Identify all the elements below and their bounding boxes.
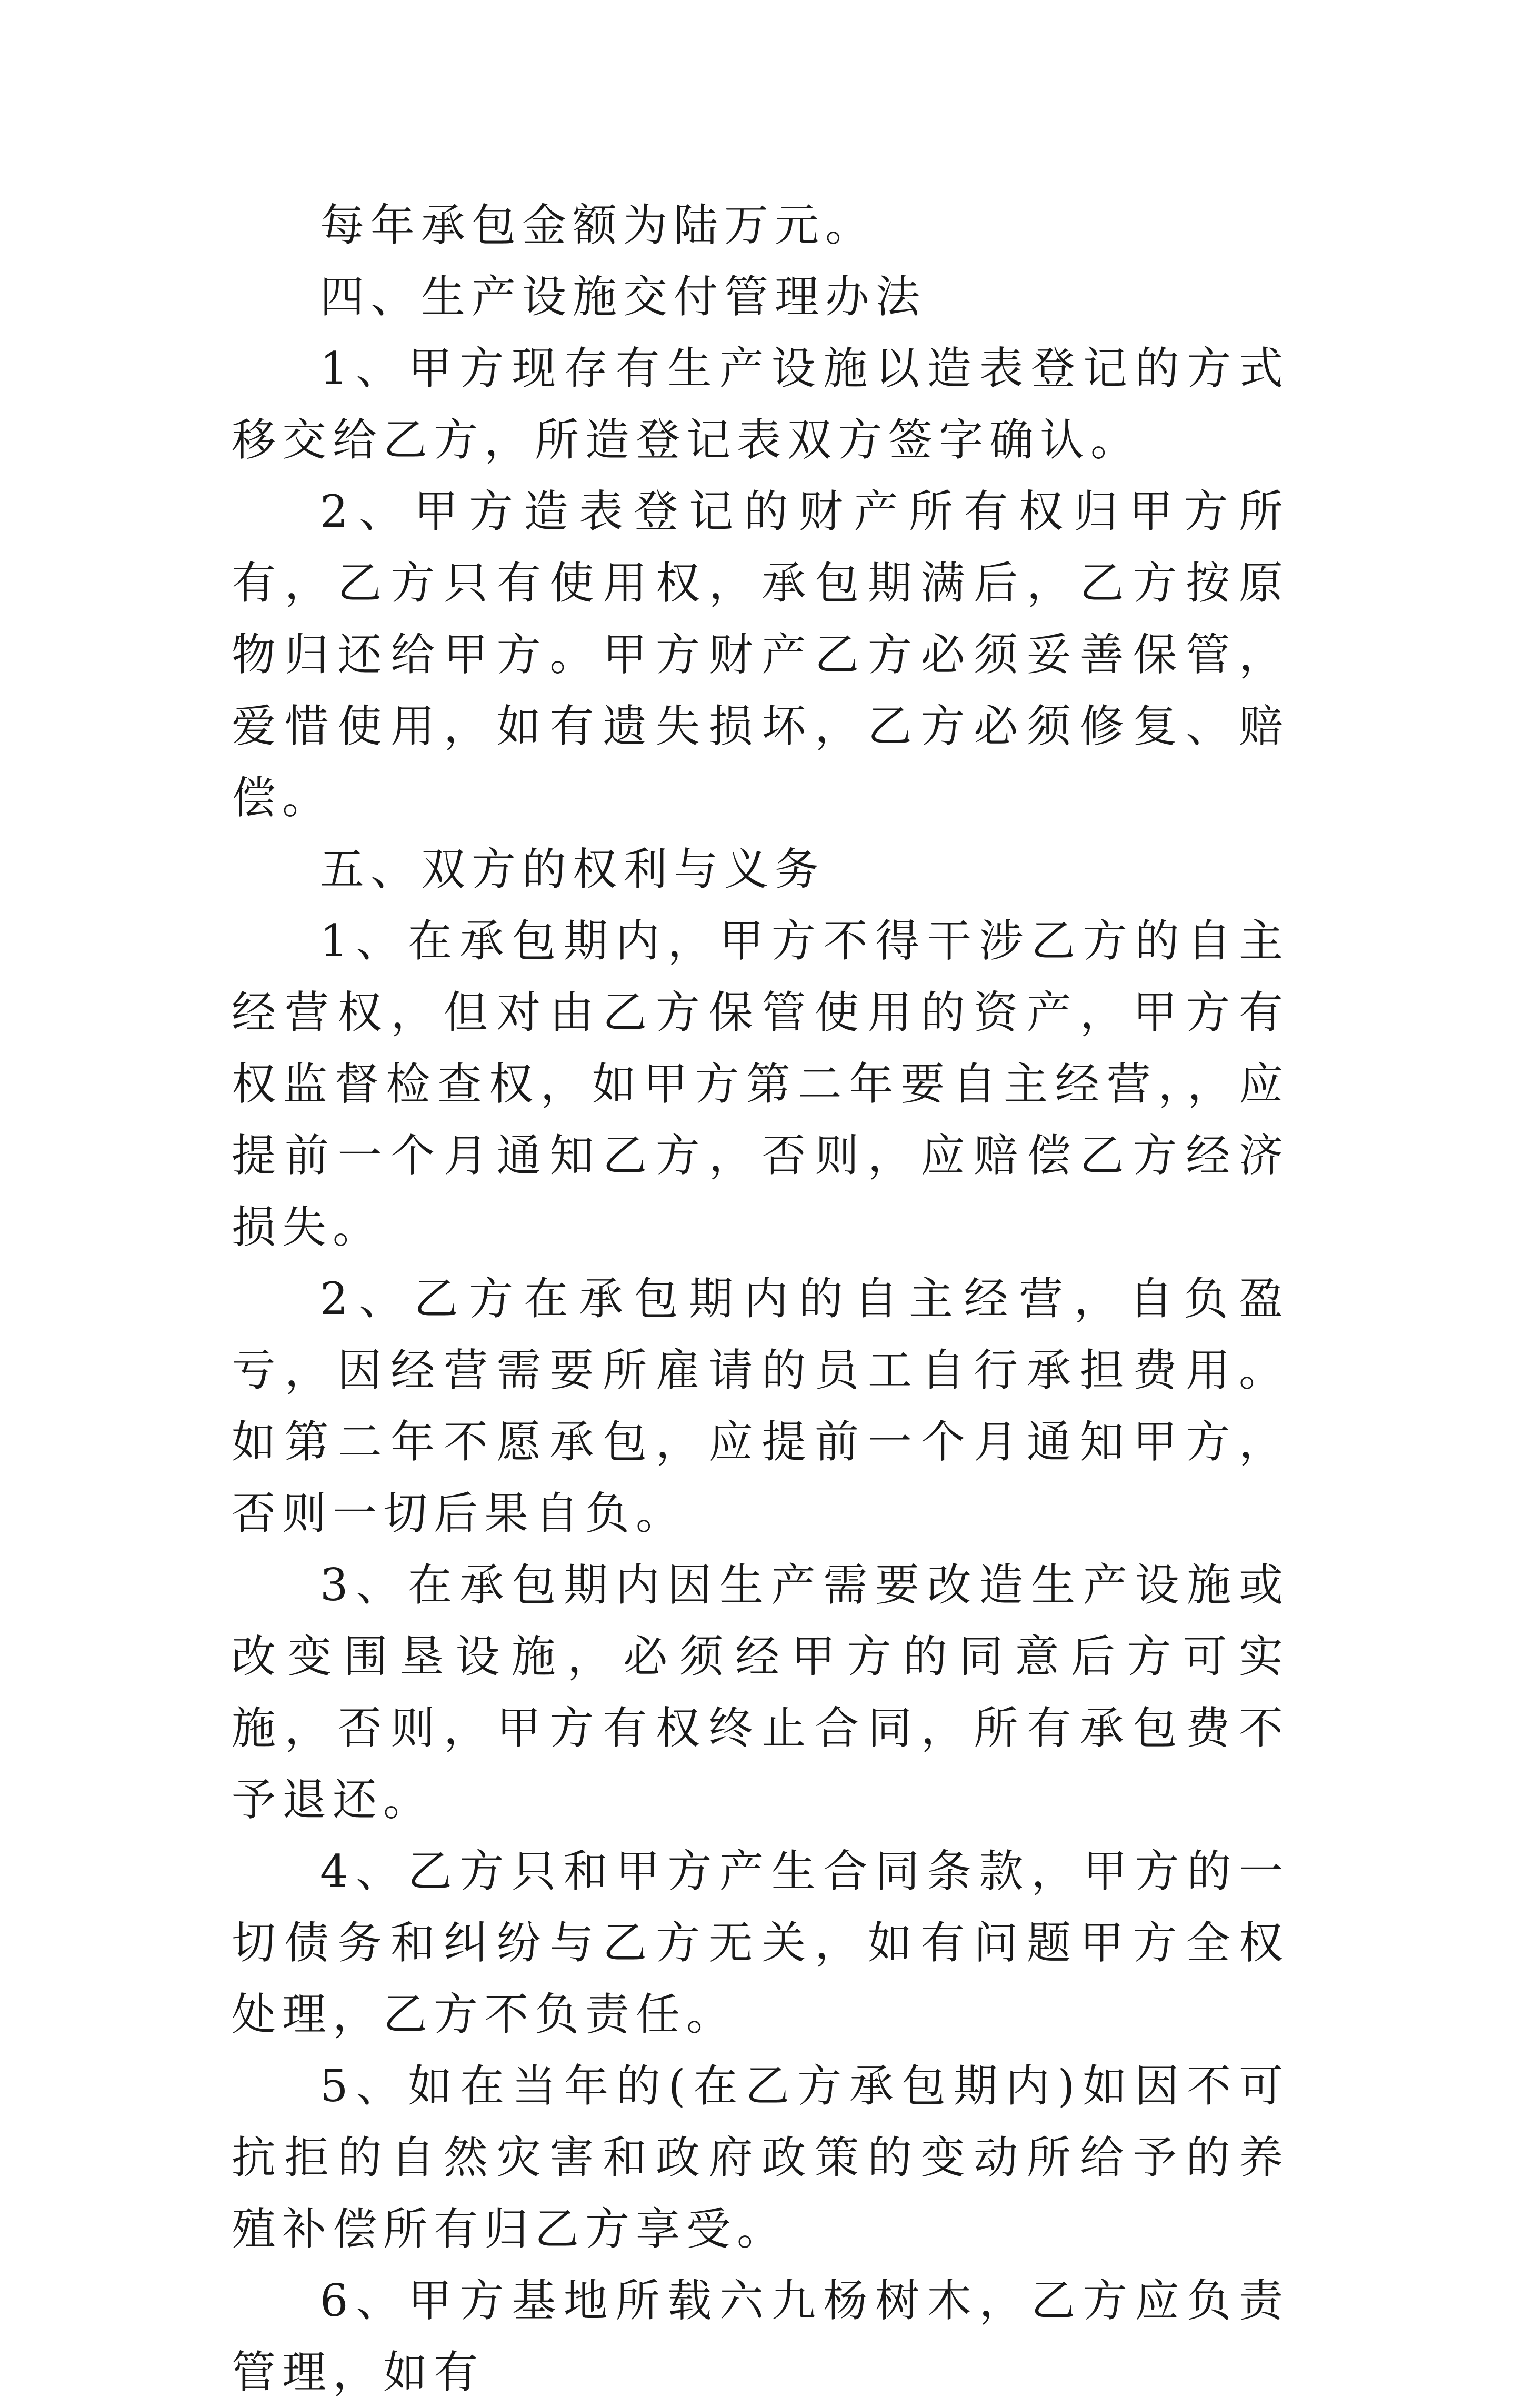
section-heading-rights: 五、双方的权利与义务 xyxy=(320,844,826,895)
document-body xyxy=(232,189,1289,2408)
paragraph-annual-amount: 每年承包金额为陆万元。 xyxy=(320,199,876,251)
paragraph-facilities-2: 2、甲方造表登记的财产所有权归甲方所有，乙方只有使用权，承包期满后，乙方按原物归还给甲方。甲方财产乙方必须妥善保管，爱惜使用，如有遗失损坏，乙方必须修复、赔偿。 xyxy=(232,486,1289,824)
paragraph-rights-2: 2、乙方在承包期内的自主经营，自负盈亏，因经营需要所雇请的员工自行承担费用。如第二年不愿承包，应提前一个月通知甲方，否则一切后果自负。 xyxy=(232,1273,1289,1539)
paragraph-rights-3: 3、在承包期内因生产需要改造生产设施或改变围垦设施，必须经甲方的同意后方可实施，否则，甲方有权终止合同，所有承包费不予退还。 xyxy=(232,1559,1289,1825)
paragraph-rights-5: 5、如在当年的(在乙方承包期内)如因不可抗拒的自然灾害和政府政策的变动所给予的养殖补偿所有归乙方享受。 xyxy=(232,2060,1289,2255)
section-heading-facilities: 四、生产设施交付管理办法 xyxy=(320,271,927,323)
paragraph-rights-1: 1、在承包期内，甲方不得干涉乙方的自主经营权，但对由乙方保管使用的资产，甲方有权监督检查权，如甲方第二年要自主经营，，应提前一个月通知乙方，否则，应赔偿乙方经济损失。 xyxy=(232,915,1289,1253)
paragraph-rights-4: 4、乙方只和甲方产生合同条款，甲方的一切债务和纠纷与乙方无关，如有问题甲方全权处理，乙方不负责任。 xyxy=(232,1845,1289,2040)
paragraph-facilities-1: 1、甲方现存有生产设施以造表登记的方式移交给乙方，所造登记表双方签字确认。 xyxy=(232,343,1289,466)
paragraph-rights-6: 6、甲方基地所载六九杨树木，乙方应负责管理，如有 xyxy=(232,2275,1289,2398)
